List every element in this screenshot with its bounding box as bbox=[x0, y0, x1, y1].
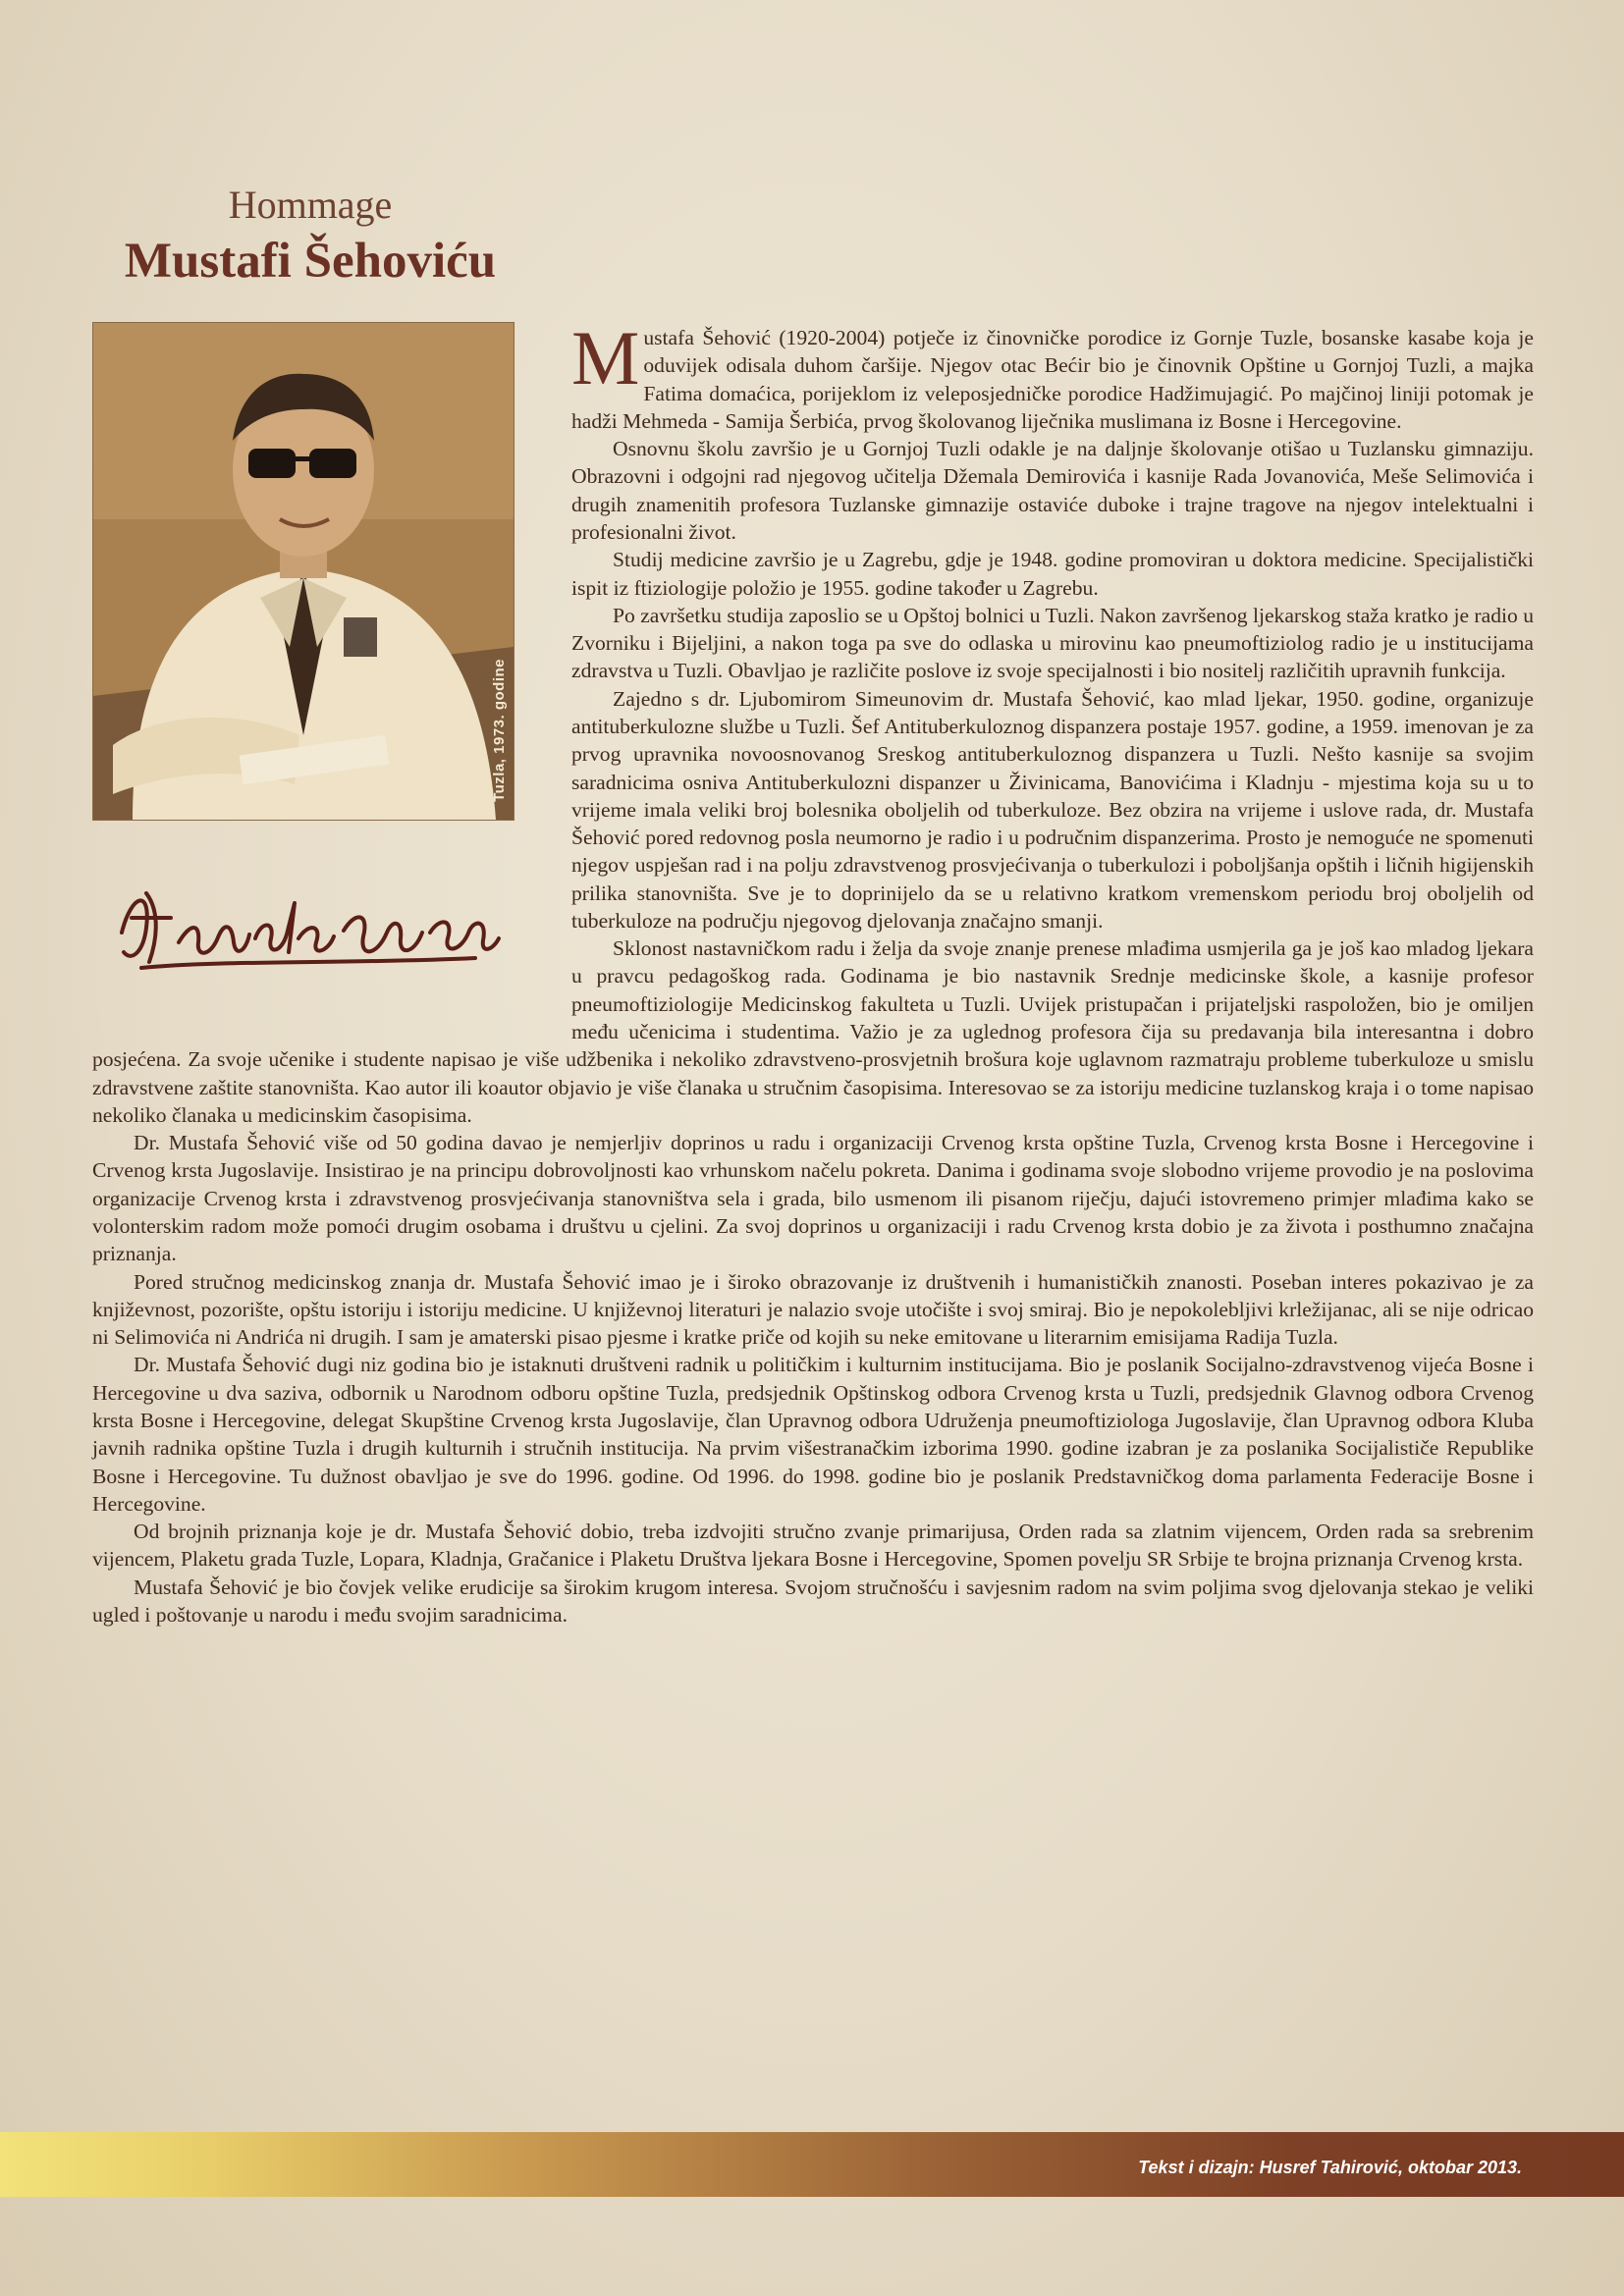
paragraph-text: ustafa Šehović (1920-2004) potječe iz činovničke porodice iz Gornje Tuzle, bosanske kasabe koja je oduvijek odisala duhom čaršije. Njegov otac Bećir bio je činovnik Opštine u Gornjoj Tuzli, a majka Fatima domaćica, porijeklom iz veleposjedničke porodice Hadžimujagić. Po majčinoj liniji potomak je hadži Mehmeda - Samija Šerbića, prvog školovanog liječnika muslimana iz Bosne i Hercegovine. bbox=[571, 326, 1534, 433]
title-block bbox=[94, 183, 526, 292]
article-body bbox=[92, 315, 1534, 1629]
article-paragraph-2: Osnovnu školu završio je u Gornjoj Tuzli odakle je na daljnje školovanje otišao u Tuzlansku gimnaziju. Obrazovni i odgojni rad njegovog učitelja Džemala Demirovića i kasnije Rada Jovanovića, Meše Selimovića i drugih znamenitih profesora Tuzlanske gimnazije ostaviće duboke i trajne tragove na njegov intelektualni i profesionalni život. bbox=[571, 437, 1534, 544]
article-paragraph-5: Zajedno s dr. Ljubomirom Simeunovim dr. Mustafa Šehović, kao mlad ljekar, 1950. godine, organizuje antituberkulozne službe u Tuzli. Šef Antituberkuloznog dispanzera postaje 1957. godine, a 1959. imenovan je za prvog upravnika novoosnovanog Sreskog antituberkuloznog dispanzera u Tuzli. Nešto kasnije sa svojim saradnicima osniva Antituberkulozni dispanzer u Živinicama, Banovićima i Kladnju - mjestima koja su u to vrijeme imala veliki broj bolesnika oboljelih od tuberkuloze. Bez obzira na vrijeme i uslove rada, dr. Mustafa Šehović pored redovnog posla neumorno je radio i u područnim dispanzerima. Prosto je nemoguće ne spomenuti njegov uspješan rad i na polju zdravstvenog prosvjećivanja o tuberkulozi i poboljšanja opštih i ličnih higijenskih prilika stanovništa. Sve je to doprinijelo da se u relativno kratkom vremenskom periodu broj oboljelih od tuberkuloze na području njegovog djelovanja značajno smanji. bbox=[571, 686, 1534, 933]
footer-credit: Tekst i dizajn: Husref Tahirović, oktobar 2013. bbox=[1138, 2158, 1522, 2177]
title-name: Mustafi Šehoviću bbox=[124, 234, 497, 289]
article-paragraph-7: Dr. Mustafa Šehović više od 50 godina davao je nemjerljiv doprinos u radu i organizaciji Crvenog krsta opštine Tuzla, Crvenog krsta Bosne i Hercegovine i Crvenog krsta Jugoslavije. Insistirao je na principu dobrovoljnosti kao vrhunskom načelu pokreta. Danima i godinama svoje slobodno vrijeme provodio je na poslovima organizacije Crvenog krsta i zdravstvenog prosvjećivanja stanovništva sela i grada, bilo usmenom ili pisanom riječju, dajući istovremeno primjer mlađima kako se volonterskim radom može pomoći drugim osobama i društvu u cjelini. Za svoj doprinos u organizaciji i radu Crvenog krsta dobio je za života i posthumno značajna priznanja. bbox=[92, 1131, 1534, 1266]
title-hommage: Hommage bbox=[228, 183, 393, 227]
article-paragraph-4: Po završetku studija zaposlio se u Opštoj bolnici u Tuzli. Nakon završenog ljekarskog staža kratko je radio u Zvorniku i Bijeljini, a nakon toga pa sve do odlaska u mirovinu kao pneumoftiziolog radio je u institucijama zdravstva u Tuzli. Obavljao je različite poslove iz svoje specijalnosti i bio nositelj različitih upravnih funkcija. bbox=[571, 603, 1534, 683]
photo-caption: Tuzla, 1973. godine bbox=[491, 659, 508, 802]
article-paragraph-11: Mustafa Šehović je bio čovjek velike erudicije sa širokim krugom interesa. Svojom stručnošću i savjesnim radom na svim poljima svog djelovanja stekao je veliki ugled i poštovanje u narodu i među svojim saradnicima. bbox=[92, 1575, 1534, 1627]
article-paragraph-10: Od brojnih priznanja koje je dr. Mustafa Šehović dobio, treba izdvojiti stručno zvanje primarijusa, Orden rada sa zlatnim vijencem, Orden rada sa srebrenim vijencem, Plaketu grada Tuzle, Lopara, Kladnja, Gračanice i Plaketu Društva ljekara Bosne i Hercegovine, Spomen povelju SR Srbije te brojna priznanja Crvenog krsta. bbox=[92, 1520, 1534, 1572]
dropcap: M bbox=[571, 315, 640, 400]
left-column-spacer bbox=[92, 324, 571, 1023]
article-paragraph-8: Pored stručnog medicinskog znanja dr. Mustafa Šehović imao je i široko obrazovanje iz društvenih i humanističkih znanosti. Poseban interes pokazivao je za književnost, pozorište, opštu istoriju i istoriju medicine. U književnoj literaturi je nalazio svoje utočište i svoj smiraj. Bio je nepokolebljivi krležijanac, ali se nije odricao ni Selimovića ni Andrića ni drugih. I sam je amaterski pisao pjesme i kratke priče od kojih su neke emitovane u literarnim emisijama Radija Tuzla. bbox=[92, 1269, 1534, 1350]
article-paragraph-3: Studij medicine završio je u Zagrebu, gdje je 1948. godine promoviran u doktora medicine. Specijalistički ispit iz ftiziologije položio je 1955. godine također u Zagrebu. bbox=[571, 548, 1534, 600]
article-paragraph-9: Dr. Mustafa Šehović dugi niz godina bio je istaknuti društveni radnik u političkim i kulturnim institucijama. Bio je poslanik Socijalno-zdravstvenog vijeća Bosne i Hercegovine u dva saziva, odbornik u Narodnom odboru opštine Tuzla, predsjednik Opštinskog odbora Crvenog krsta u Tuzli, predsjednik Glavnog odbora Crvenog krsta Bosne i Hercegovine, delegat Skupštine Crvenog krsta Jugoslavije, član Upravnog odbora Udruženja pneumoftiziologa Jugoslavije, član Upravnog odbora Kluba javnih radnika opštine Tuzla i drugih kulturnih i stručnih institucija. Na prvim višestranačkim izborima 1990. godine izabran je za poslanika Socijalističe Republike Bosne i Hercegovine. Tu dužnost obavljao je sve do 1996. godine. Od 1996. do 1998. godine bio je poslanik Predstavničkog doma parlamenta Federacije Bosne i Hercegovine. bbox=[92, 1353, 1534, 1516]
footer-bar bbox=[0, 2132, 1624, 2197]
article-paragraph-6: Sklonost nastavničkom radu i želja da svoje znanje prenese mlađima usmjerila ga je još kao mladog ljekara u pravcu pedagoškog rada. Godinama je bio nastavnik Srednje medicinske škole, a kasnije profesor pneumoftiziologije Medicinskog fakulteta u Tuzli. Uvijek pristupačan i prijateljski raspoložen, bio je omiljen među učenicima i studentima. Važio je za uglednog profesora čija su predavanja bila interesantna i dobro posjećena. Za svoje učenike i studente napisao je više udžbenika i nekoliko zdravstveno-prosvjetnih brošura koje uglavnom razmatraju probleme tuberkuloze u smislu zdravstvene zaštite stanovništa. Kao autor ili koautor objavio je više članaka u stručnim časopisima. Interesovao se za istoriju medicine tuzlanskog kraja i o tome napisao nekoliko članaka u medicinskim časopisima. bbox=[92, 936, 1534, 1127]
